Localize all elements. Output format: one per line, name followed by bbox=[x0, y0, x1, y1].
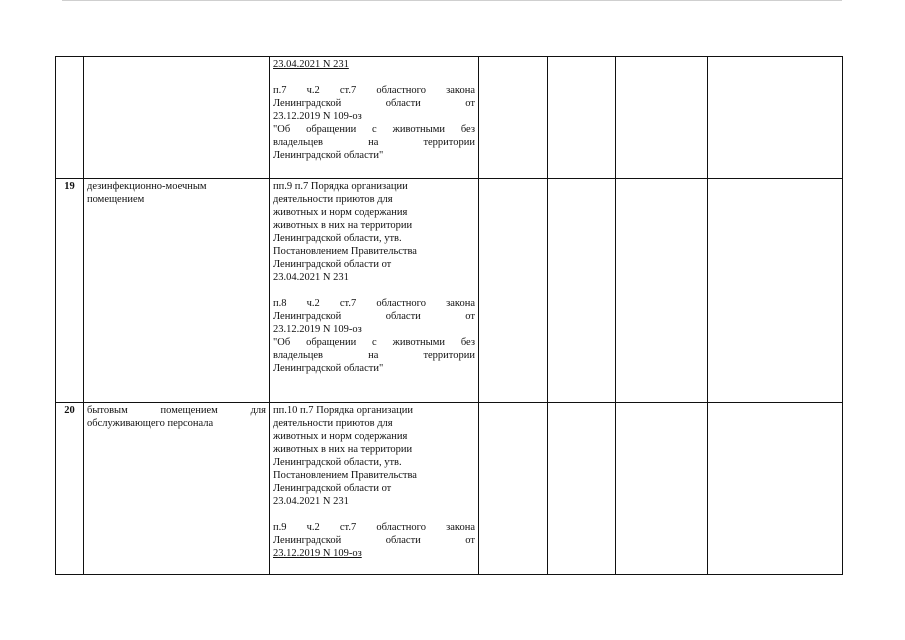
legal-basis-word: закона bbox=[446, 522, 475, 533]
legal-basis-word: ст.7 bbox=[339, 298, 357, 309]
table-row bbox=[56, 179, 843, 403]
legal-basis-word: ст.7 bbox=[339, 522, 357, 533]
empty-cell bbox=[616, 403, 708, 575]
table-row bbox=[56, 57, 843, 179]
object-name-word: помещением bbox=[160, 405, 218, 416]
row-number: 19 bbox=[56, 179, 84, 403]
legal-basis-cell bbox=[270, 403, 479, 575]
legal-basis-word: без bbox=[460, 337, 475, 348]
legal-basis-word: от bbox=[465, 311, 475, 322]
legal-basis-line: 23.12.2019 N 109-оз bbox=[273, 548, 362, 559]
legal-basis-line: деятельности приютов для bbox=[273, 418, 393, 429]
legal-basis-line: деятельности приютов для bbox=[273, 194, 393, 205]
legal-basis-word: "Об bbox=[273, 337, 291, 348]
legal-basis-word: ч.2 bbox=[306, 522, 320, 533]
legal-basis-line bbox=[273, 534, 475, 547]
object-name-word: бытовым bbox=[87, 405, 128, 416]
legal-basis-word: на bbox=[368, 350, 379, 361]
legal-basis-word: области bbox=[385, 311, 421, 322]
legal-basis-line: Ленинградской области от bbox=[273, 483, 392, 494]
legal-basis-line: Ленинградской области" bbox=[273, 150, 384, 161]
legal-basis-word: п.9 bbox=[273, 522, 287, 533]
legal-basis-word: Ленинградской bbox=[273, 98, 342, 109]
legal-basis-line bbox=[273, 336, 475, 349]
legal-basis-word: области bbox=[385, 98, 421, 109]
legal-basis-word: территории bbox=[423, 137, 475, 148]
object-name-cell bbox=[84, 403, 270, 575]
paragraph-gap bbox=[273, 508, 475, 521]
legal-basis-word: закона bbox=[446, 85, 475, 96]
object-name-line bbox=[87, 404, 266, 417]
legal-basis-word: области bbox=[385, 535, 421, 546]
legal-basis-line bbox=[273, 521, 475, 534]
legal-basis-word: ч.2 bbox=[306, 85, 320, 96]
legal-basis-line: 23.12.2019 N 109-оз bbox=[273, 324, 362, 335]
legal-basis-line: Ленинградской области, утв. bbox=[273, 457, 402, 468]
object-name-word: для bbox=[250, 405, 266, 416]
legal-basis-word: с bbox=[372, 124, 377, 135]
legal-basis-cell bbox=[270, 57, 479, 179]
empty-cell bbox=[708, 179, 843, 403]
legal-basis-word: животными bbox=[392, 124, 445, 135]
legal-basis-word: от bbox=[465, 98, 475, 109]
row-number: 20 bbox=[56, 403, 84, 575]
empty-cell bbox=[479, 179, 548, 403]
legal-basis-word: ст.7 bbox=[339, 85, 357, 96]
legal-basis-line: Ленинградской области" bbox=[273, 363, 384, 374]
legal-basis-word: областного bbox=[376, 85, 426, 96]
legal-basis-line bbox=[273, 84, 475, 97]
legal-basis-word: ч.2 bbox=[306, 298, 320, 309]
legal-basis-line bbox=[273, 123, 475, 136]
legal-basis-word: владельцев bbox=[273, 350, 323, 361]
paragraph-gap bbox=[273, 71, 475, 84]
legal-basis-line bbox=[273, 349, 475, 362]
empty-cell bbox=[708, 57, 843, 179]
legal-basis-line: животных в них на территории bbox=[273, 220, 413, 231]
legal-basis-word: с bbox=[372, 337, 377, 348]
object-name-line: помещением bbox=[87, 194, 145, 205]
legal-basis-word: п.8 bbox=[273, 298, 287, 309]
legal-basis-line: животных в них на территории bbox=[273, 444, 413, 455]
legal-basis-line: животных и норм содержания bbox=[273, 207, 408, 218]
legal-basis-word: обращении bbox=[306, 337, 357, 348]
table-row bbox=[56, 403, 843, 575]
legal-basis-word: на bbox=[368, 137, 379, 148]
legal-basis-line: 23.04.2021 N 231 bbox=[273, 496, 349, 507]
object-name-cell bbox=[84, 57, 270, 179]
legal-basis-word: п.7 bbox=[273, 85, 287, 96]
legal-basis-line: животных и норм содержания bbox=[273, 431, 408, 442]
paragraph-gap bbox=[273, 284, 475, 297]
row-number bbox=[56, 57, 84, 179]
object-name-line: дезинфекционно-моечным bbox=[87, 181, 207, 192]
object-name-line: обслуживающего персонала bbox=[87, 418, 214, 429]
empty-cell bbox=[708, 403, 843, 575]
legal-basis-cell bbox=[270, 179, 479, 403]
legal-basis-line: Постановлением Правительства bbox=[273, 246, 417, 257]
legal-basis-word: Ленинградской bbox=[273, 311, 342, 322]
empty-cell bbox=[548, 57, 616, 179]
legal-basis-word: владельцев bbox=[273, 137, 323, 148]
legal-basis-line: 23.04.2021 N 231 bbox=[273, 59, 349, 70]
empty-cell bbox=[548, 179, 616, 403]
empty-cell bbox=[616, 57, 708, 179]
legal-basis-line bbox=[273, 136, 475, 149]
empty-cell bbox=[479, 403, 548, 575]
legal-basis-line: Ленинградской области, утв. bbox=[273, 233, 402, 244]
requirements-table bbox=[55, 56, 843, 575]
legal-basis-line bbox=[273, 310, 475, 323]
legal-basis-line: 23.04.2021 N 231 bbox=[273, 272, 349, 283]
page-top-edge bbox=[62, 0, 842, 1]
legal-basis-line: Постановлением Правительства bbox=[273, 470, 417, 481]
empty-cell bbox=[479, 57, 548, 179]
legal-basis-line bbox=[273, 97, 475, 110]
legal-basis-word: областного bbox=[376, 298, 426, 309]
legal-basis-line: Ленинградской области от bbox=[273, 259, 392, 270]
legal-basis-word: "Об bbox=[273, 124, 291, 135]
legal-basis-word: животными bbox=[392, 337, 445, 348]
legal-basis-line bbox=[273, 297, 475, 310]
table-body bbox=[56, 57, 843, 575]
legal-basis-word: обращении bbox=[306, 124, 357, 135]
legal-basis-word: территории bbox=[423, 350, 475, 361]
legal-basis-line: пп.10 п.7 Порядка организации bbox=[273, 405, 413, 416]
legal-basis-word: областного bbox=[376, 522, 426, 533]
empty-cell bbox=[548, 403, 616, 575]
legal-basis-word: Ленинградской bbox=[273, 535, 342, 546]
legal-basis-line: 23.12.2019 N 109-оз bbox=[273, 111, 362, 122]
legal-basis-word: от bbox=[465, 535, 475, 546]
legal-basis-word: без bbox=[460, 124, 475, 135]
legal-basis-word: закона bbox=[446, 298, 475, 309]
object-name-cell bbox=[84, 179, 270, 403]
empty-cell bbox=[616, 179, 708, 403]
legal-basis-line: пп.9 п.7 Порядка организации bbox=[273, 181, 408, 192]
